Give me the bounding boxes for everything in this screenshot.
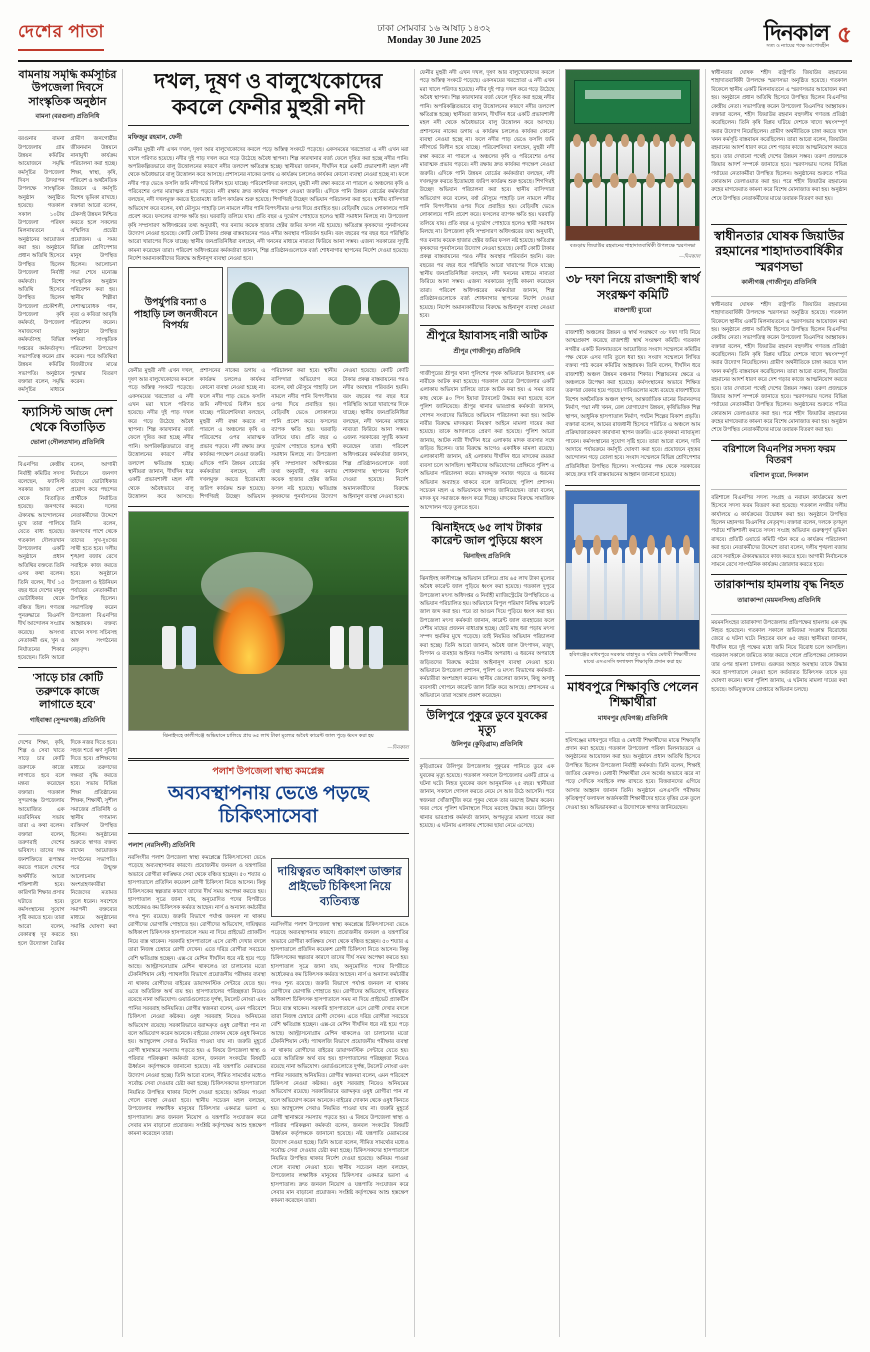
column-lead: [123, 69, 415, 1337]
column-1: [18, 69, 123, 1337]
newspaper-logo: [763, 19, 830, 49]
section-label: দেশের পাতা: [18, 19, 104, 51]
masthead: [18, 16, 852, 62]
tarakanda-headline: তারাকান্দায় হামলায় বৃদ্ধ নিহত: [714, 579, 844, 592]
river-photo: [227, 267, 408, 363]
hospital-headline: অব্যবস্থাপনায় ভেঙে পড়ছে চিকিৎসাসেবা: [167, 782, 369, 827]
lead-sidebox: উপর্যুপরি বন্যা ও পাহাড়ি ঢল জনজীবনে বিপর্যয়: [133, 298, 218, 332]
lead-headline: দখল, দূষণ ও বালুখেকোদের কবলে ফেনীর মুহুরী নদী: [154, 69, 383, 119]
rajshahi-headline: ৩৮ দফা নিয়ে রাজশাহী স্বার্থ সংরক্ষণ কমিটি: [565, 272, 700, 302]
fire-photo-credit: —দিনকাল: [387, 744, 409, 751]
madhabpur-byline: মাধবপুর (হবিগঞ্জ) প্রতিনিধি: [597, 714, 668, 722]
story1-headline: বামনায় সমৃদ্ধি কর্মসূচির উপজেলা দিবসে সাংস্কৃতিক অনুষ্ঠান: [18, 69, 117, 108]
net-headline: ঝিনাইদহে ৬৫ লাখ টাকার কারেন্ট জাল পুড়িয়ে ধ্বংস: [431, 522, 543, 548]
lead-byline: মফিজুর রহমান, ফেনী: [128, 134, 182, 142]
logo-tagline: সত্য ও ন্যায়ের পক্ষে আপোষহীন: [766, 43, 830, 49]
story3-body: দেশের শিক্ষা, কৃষি, শিল্প ও সেবা খাতে সাড়ে চার কোটি তরুণকে কাজে লাগাতে হবে বলে মন্তব্য করেছেন বক্তারা। গতকাল সুন্দরগঞ্জ উপজেলায় আয়োজিত এক মতবিনিময় সভায় তারা এ কথা বলেন। বক্তারা বলেন, তরুণরাই দেশের ভবিষ্যৎ। তাদের দক্ষ জনশক্তিতে রূপান্তর করতে পারলে দেশের অর্থনীতি আরো শক্তিশালী হবে। কারিগরি শিক্ষার প্রসার ঘটাতে হবে। কর্মসংস্থানের সুযোগ সৃষ্টি করতে হবে। তারা আরো বলেন, বেকারত্ব দূর করতে হলে উদ্যোক্তা তৈরির দিকে নজর দিতে হবে। সহজ শর্তে ঋণ সুবিধা দিতে হবে। প্রশিক্ষণের মাধ্যমে তরুণদের দক্ষতা বৃদ্ধি করতে হবে। সভায় বিভিন্ন শিক্ষা প্রতিষ্ঠানের শিক্ষক, শিক্ষার্থী, সুশীল সমাজের প্রতিনিধি ও স্থানীয় গণ্যমান্য ব্যক্তিবর্গ উপস্থিত ছিলেন। অনুষ্ঠানের শুরুতে স্বাগত বক্তব্য রাখেন আয়োজক সংগঠনের সভাপতি। পরে উন্মুক্ত আলোচনায় অংশগ্রহণকারীরা নিজেদের মতামত তুলে ধরেন। সবশেষে সমাপনী বক্তব্যের মাধ্যমে অনুষ্ঠানের সমাপ্তি ঘোষণা করা হয়।: [18, 739, 117, 947]
tarakanda-body: ময়মনসিংহের তারাকান্দা উপজেলায় প্রতিপক্ষের হামলায় এক বৃদ্ধ নিহত হয়েছেন। গতকাল সকালে জমিজমা সংক্রান্ত বিরোধের জেরে এ ঘটনা ঘটে। নিহতের বয়স ৬৫ বছর। স্থানীয়রা জানান, দীর্ঘদিন ধরে দুই পক্ষের মধ্যে জমি নিয়ে বিরোধ চলে আসছিল। গতকাল সকালে জমিতে কাজ করতে গেলে প্রতিপক্ষের লোকজন তার ওপর হামলা চালায়। গুরুতর আহত অবস্থায় তাকে উদ্ধার করে হাসপাতালে নেওয়া হলে কর্তব্যরত চিকিৎসক তাকে মৃত ঘোষণা করেন। থানা পুলিশ জানায়, এ ঘটনায় মামলা দায়ের করা হয়েছে। অভিযুক্তদের গ্রেপ্তারে অভিযান চলছে।: [711, 619, 847, 693]
logo-block: [764, 16, 852, 55]
lead-body-a: ফেনীর মুহুরী নদী এখন দখল, দূষণ আর বালুখেকোদের কবলে পড়ে অস্তিত্ব সংকটে পড়েছে। একসময়ের খরস্রোতা এ নদী এখন মরা খালে পরিণত হয়েছে। নদীর দুই পাড় দখল করে গড়ে উঠেছে অবৈধ স্থাপনা। শিল্প কারখানার বর্জ্য ফেলে দূষিত করা হচ্ছে নদীর পানি। অপরিকল্পিতভাবে বালু উত্তোলনের কারণে নদীর তলদেশ ক্ষতিগ্রস্ত হচ্ছে। স্থানীয়রা জানান, দীর্ঘদিন ধরে একটি প্রভাবশালী মহল নদী থেকে অবৈধভাবে বালু উত্তোলন করে আসছে। প্রশাসনের নাকের ডগায় এ কার্যক্রম চললেও কার্যকর কোনো ব্যবস্থা নেওয়া হচ্ছে না। ফলে নদীর পাড় ভেঙে ফসলি জমি নদীগর্ভে বিলীন হয়ে যাচ্ছে। পরিবেশবিদরা বলছেন, মুহুরী নদী রক্ষা করতে না পারলে এ অঞ্চলের কৃষি ও পরিবেশের ওপর মারাত্মক প্রভাব পড়বে। নদী রক্ষায় দ্রুত কার্যকর পদক্ষেপ নেওয়া জরুরি। এদিকে পানি উন্নয়ন বোর্ডের কর্মকর্তারা বলছেন, নদী দখলমুক্ত করতে ইতোমধ্যে জরিপ কার্যক্রম শুরু হয়েছে। শিগগিরই উচ্ছেদ অভিযান পরিচালনা করা হবে। স্থানীয় বাসিন্দারা অভিযোগ করে বলেন, বর্ষা মৌসুমে পাহাড়ি ঢল নামলে নদীর পানি বিপৎসীমার ওপর দিয়ে প্রবাহিত হয়। বেড়িবাঁধ ভেঙে লোকালয়ে পানি প্রবেশ করে। ফসলের ব্যাপক ক্ষতি হয়। ঘরবাড়ি তলিয়ে যায়। প্রতি বছর এ দুর্ভোগ পোহাতে হলেও স্থায়ী সমাধান মিলছে না। উপজেলা কৃষি সম্প্রসারণ অধিদপ্তরের তথ্য অনুযায়ী, গত বন্যায় কয়েক হাজার হেক্টর জমির ফসল নষ্ট হয়েছে। ক্ষতিগ্রস্ত কৃষকদের পুনর্বাসনের উদ্যোগ নেওয়া হয়েছে। কোটি কোটি টাকার প্রকল্প বাস্তবায়নের পরও নদীর অবস্থার পরিবর্তন হয়নি। বরং বছরের পর বছর ধরে পরিস্থিতি আরো খারাপের দিকে যাচ্ছে। স্থানীয় জনপ্রতিনিধিরা বলছেন, নদী খননের মাধ্যমে নাব্যতা ফিরিয়ে আনা সম্ভব। এজন্য সরকারের সুদৃষ্টি কামনা করেছেন তারা। পরিবেশ অধিদপ্তরের কর্মকর্তারা জানান, শিল্প প্রতিষ্ঠানগুলোকে বর্জ্য শোধনাগার স্থাপনের নির্দেশ দেওয়া হয়েছে। নির্দেশ অমান্যকারীদের বিরুদ্ধে আইনানুগ ব্যবস্থা নেওয়া হবে।: [128, 147, 409, 263]
hospital-body-a: নরসিংদীর পলাশ উপজেলা স্বাস্থ্য কমপ্লেক্সে চিকিৎসাসেবা ভেঙে পড়েছে অব্যবস্থাপনার কারণে। প্রয়োজনীয় জনবল ও যন্ত্রপাতির অভাবে রোগীরা কাঙ্ক্ষিত সেবা থেকে বঞ্চিত হচ্ছেন। ৫০ শয্যার এ হাসপাতালে প্রতিদিন কয়েকশ রোগী চিকিৎসা নিতে আসেন। কিন্তু চিকিৎসকের স্বল্পতার কারণে তাদের দীর্ঘ সময় অপেক্ষা করতে হয়। হাসপাতাল সূত্রে জানা যায়, অনুমোদিত পদের বিপরীতে অর্ধেকেরও কম চিকিৎসক কর্মরত আছেন। নার্স ও অন্যান্য কর্মচারীর পদও শূন্য রয়েছে। জরুরি বিভাগে পর্যাপ্ত জনবল না থাকায় রোগীদের ভোগান্তি পোহাতে হয়। রোগীদের অভিযোগ, দায়িত্বরত অধিকাংশ চিকিৎসক হাসপাতালে সময় না দিয়ে প্রাইভেট প্র্যাকটিস নিয়ে ব্যস্ত থাকেন। সরকারি হাসপাতালে এসে রোগী দেখার বদলে তারা নিজস্ব চেম্বারে রোগী দেখেন। এতে দরিদ্র রোগীরা সবচেয়ে বেশি ক্ষতিগ্রস্ত হচ্ছেন। এক্স-রে মেশিন দীর্ঘদিন ধরে নষ্ট হয়ে পড়ে আছে। আল্ট্রাসনোগ্রাম মেশিন থাকলেও তা চালানোর মতো টেকনিশিয়ান নেই। প্যাথলজি বিভাগে প্রয়োজনীয় পরীক্ষার ব্যবস্থা না থাকায় রোগীদের বাইরের ডায়াগনস্টিক সেন্টারে যেতে হয়। এতে অতিরিক্ত অর্থ ব্যয় হয়। হাসপাতালের পরিচ্ছন্নতা নিয়েও রয়েছে নানা অভিযোগ। ওয়ার্ডগুলোতে দুর্গন্ধ, টয়লেট নোংরা এবং পানির সরবরাহ অনিয়মিত। রোগীর স্বজনরা বলেন, এমন পরিবেশে চিকিৎসা নেওয়া কষ্টকর। ওষুধ সরবরাহ নিয়েও অনিয়মের অভিযোগ রয়েছে। সরকারিভাবে বরাদ্দকৃত ওষুধ রোগীরা পান না বলে অভিযোগ করেন অনেকে। বাইরের দোকান থেকে ওষুধ কিনতে হয়। অ্যাম্বুলেন্স সেবাও নিয়মিত পাওয়া যায় না। জরুরি মুহূর্তে রোগী স্থানান্তরে সমস্যায় পড়তে হয়। এ বিষয়ে উপজেলা স্বাস্থ্য ও পরিবার পরিকল্পনা কর্মকর্তা বলেন, জনবল সংকটের বিষয়টি ঊর্ধ্বতন কর্তৃপক্ষকে জানানো হয়েছে। নষ্ট যন্ত্রপাতি মেরামতের উদ্যোগ নেওয়া হচ্ছে। তিনি আরো বলেন, সীমিত সামর্থ্যের মধ্যেও সর্বোচ্চ সেবা দেওয়ার চেষ্টা করা হচ্ছে। চিকিৎসকদের হাসপাতালে নিয়মিত উপস্থিত থাকার নির্দেশ দেওয়া হয়েছে। অনিয়ম পাওয়া গেলে ব্যবস্থা নেওয়া হবে। স্থানীয় সচেতন মহল বলছেন, উপজেলার লক্ষাধিক মানুষের চিকিৎসার একমাত্র ভরসা এ হাসপাতাল। দ্রুত জনবল নিয়োগ ও যন্ত্রপাতি সংযোজন করে সেবার মান বাড়ানো প্রয়োজন। সংশ্লিষ্ট কর্তৃপক্ষের আশু হস্তক্ষেপ কামনা করেছেন তারা।: [128, 855, 266, 1138]
hospital-pullquote: দায়িত্বরত অধিকাংশ ডাক্তার প্রাইভেট চিকিৎসা নিয়ে ব্যতিব্যস্ত: [271, 858, 409, 917]
zia-byline: কালীগঞ্জ (গাজীপুর) প্রতিনিধি: [741, 278, 817, 286]
net-byline: ঝিনাইদহ প্রতিনিধি: [463, 552, 511, 560]
madhabpur-body: হবিগঞ্জের মাধবপুরে দরিদ্র ও মেধাবী শিক্ষার্থীদের মাঝে শিক্ষাবৃত্তি প্রদান করা হয়েছে। গতকাল উপজেলা পরিষদ মিলনায়তনে এ অনুষ্ঠানের আয়োজন করা হয়। অনুষ্ঠানে প্রধান অতিথি হিসেবে উপস্থিত ছিলেন উপজেলা নির্বাহী কর্মকর্তা। তিনি বলেন, শিক্ষাই জাতির মেরুদণ্ড। মেধাবী শিক্ষার্থীরা যেন অর্থের অভাবে ঝরে না পড়ে সেদিকে সবাইকে লক্ষ রাখতে হবে। বিত্তবানদের এগিয়ে আসার আহ্বান জানান তিনি। অনুষ্ঠানে এসএসসি পরীক্ষায় কৃতিত্বপূর্ণ ফলাফল অর্জনকারী শিক্ষার্থীদের হাতে বৃত্তির চেক তুলে দেওয়া হয়। অভিভাবকরা এ উদ্যোগকে স্বাগত জানিয়েছেন।: [565, 737, 701, 811]
english-date: Monday 30 June 2025: [387, 35, 481, 47]
lead-body-b: ফেনীর মুহুরী নদী এখন দখল, দূষণ আর বালুখেকোদের কবলে পড়ে অস্তিত্ব সংকটে পড়েছে। একসময়ের খরস্রোতা এ নদী এখন মরা খালে পরিণত হয়েছে। নদীর দুই পাড় দখল করে গড়ে উঠেছে অবৈধ স্থাপনা। শিল্প কারখানার বর্জ্য ফেলে দূষিত করা হচ্ছে নদীর পানি। অপরিকল্পিতভাবে বালু উত্তোলনের কারণে নদীর তলদেশ ক্ষতিগ্রস্ত হচ্ছে। স্থানীয়রা জানান, দীর্ঘদিন ধরে একটি প্রভাবশালী মহল নদী থেকে অবৈধভাবে বালু উত্তোলন করে আসছে। প্রশাসনের নাকের ডগায় এ কার্যক্রম চললেও কার্যকর কোনো ব্যবস্থা নেওয়া হচ্ছে না। ফলে নদীর পাড় ভেঙে ফসলি জমি নদীগর্ভে বিলীন হয়ে যাচ্ছে। পরিবেশবিদরা বলছেন, মুহুরী নদী রক্ষা করতে না পারলে এ অঞ্চলের কৃষি ও পরিবেশের ওপর মারাত্মক প্রভাব পড়বে। নদী রক্ষায় দ্রুত কার্যকর পদক্ষেপ নেওয়া জরুরি। এদিকে পানি উন্নয়ন বোর্ডের কর্মকর্তারা বলছেন, নদী দখলমুক্ত করতে ইতোমধ্যে জরিপ কার্যক্রম শুরু হয়েছে। শিগগিরই উচ্ছেদ অভিযান পরিচালনা করা হবে। স্থানীয় বাসিন্দারা অভিযোগ করে বলেন, বর্ষা মৌসুমে পাহাড়ি ঢল নামলে নদীর পানি বিপৎসীমার ওপর দিয়ে প্রবাহিত হয়। বেড়িবাঁধ ভেঙে লোকালয়ে পানি প্রবেশ করে। ফসলের ব্যাপক ক্ষতি হয়। ঘরবাড়ি তলিয়ে যায়। প্রতি বছর এ দুর্ভোগ পোহাতে হলেও স্থায়ী সমাধান মিলছে না। উপজেলা কৃষি সম্প্রসারণ অধিদপ্তরের তথ্য অনুযায়ী, গত বন্যায় কয়েক হাজার হেক্টর জমির ফসল নষ্ট হয়েছে। ক্ষতিগ্রস্ত কৃষকদের পুনর্বাসনের উদ্যোগ নেওয়া হয়েছে। কোটি কোটি টাকার প্রকল্প বাস্তবায়নের পরও নদীর অবস্থার পরিবর্তন হয়নি। বরং বছরের পর বছর ধরে পরিস্থিতি আরো খারাপের দিকে যাচ্ছে। স্থানীয় জনপ্রতিনিধিরা বলছেন, নদী খননের মাধ্যমে নাব্যতা ফিরিয়ে আনা সম্ভব। এজন্য সরকারের সুদৃষ্টি কামনা করেছেন তারা। পরিবেশ অধিদপ্তরের কর্মকর্তারা জানান, শিল্প প্রতিষ্ঠানগুলোকে বর্জ্য শোধনাগার স্থাপনের নির্দেশ দেওয়া হয়েছে। নির্দেশ অমান্যকারীদের বিরুদ্ধে আইনানুগ ব্যবস্থা নেওয়া হবে।: [128, 368, 409, 501]
stage-photo: [565, 69, 700, 241]
net-burning-photo: [128, 511, 409, 731]
story3-headline: 'সাড়ে চার কোটি তরুণকে কাজে লাগাতে হবে': [32, 672, 103, 712]
award-photo: [565, 490, 700, 650]
story2-headline: ফ্যাসিস্ট আজ দেশ থেকে বিতাড়িত: [22, 404, 113, 435]
madhabpur-headline: মাধবপুরে শিক্ষাবৃত্তি পেলেন শিক্ষার্থীরা: [567, 680, 699, 710]
sreepur-headline: শ্রীপুরে ইয়াবাসহ নারী আটক: [426, 330, 548, 343]
barisal-byline: বরিশাল ব্যুরো, দিনকাল: [749, 471, 809, 479]
rajshahi-body: রাজশাহী অঞ্চলের উন্নয়ন ও স্বার্থ সংরক্ষণে ৩৮ দফা দাবি নিয়ে আত্মপ্রকাশ করেছে রাজশাহী স্বার্থ সংরক্ষণ কমিটি। গতকাল নগরীর একটি মিলনায়তনে আয়োজিত সংবাদ সম্মেলনে কমিটির পক্ষ থেকে এসব দাবি তুলে ধরা হয়। সংবাদ সম্মেলনে লিখিত বক্তব্য পাঠ করেন কমিটির আহ্বায়ক। তিনি বলেন, দীর্ঘদিন ধরে রাজশাহী অঞ্চল উন্নয়ন বঞ্চনার শিকার। শিল্পায়নের ক্ষেত্রে এ অঞ্চলকে উপেক্ষা করা হয়েছে। কর্মসংস্থানের অভাবে শিক্ষিত তরুণরা বেকার হয়ে পড়ছে। দাবিগুলোর মধ্যে রয়েছে রাজশাহীতে বিশেষ অর্থনৈতিক অঞ্চল স্থাপন, আন্তর্জাতিক মানের বিমানবন্দর নির্মাণ, পদ্মা নদী খনন, রেল যোগাযোগ উন্নয়ন, কৃষিভিত্তিক শিল্প স্থাপন, আধুনিক হাসপাতাল নির্মাণ, পর্যটন শিল্পের বিকাশ প্রভৃতি। বক্তারা বলেন, আমের রাজধানী হিসেবে পরিচিত এ অঞ্চলে আম প্রক্রিয়াজাতকরণ কারখানা স্থাপন জরুরি। এতে কৃষকরা ন্যায্যমূল্য পাবেন। কর্মসংস্থানের সুযোগ সৃষ্টি হবে। তারা আরো বলেন, দাবি আদায়ে পর্যায়ক্রমে কর্মসূচি ঘোষণা করা হবে। প্রয়োজনে বৃহত্তর আন্দোলন গড়ে তোলা হবে। সংবাদ সম্মেলনে বিভিন্ন শ্রেণিপেশার প্রতিনিধিরা উপস্থিত ছিলেন। সংগঠনের পক্ষ থেকে সরকারের কাছে দ্রুত দাবি বাস্তবায়নের আহ্বান জানানো হয়েছে।: [565, 329, 701, 479]
column-4: [415, 69, 561, 1337]
logo-text: দিনকাল: [763, 19, 830, 45]
hospital-byline: পলাশ (নরসিংদী) প্রতিনিধি: [128, 842, 196, 850]
stage-photo-caption: বগুড়ায় জিয়াউর রহমানের শাহাদাতবার্ষিকী উপলক্ষে স্মরণসভা: [569, 243, 696, 249]
award-photo-caption: হবিগঞ্জের মাধবপুরে সরকার বাহাদুর ও দরিদ্র মেধাবী শিক্ষার্থীদের মাঝে এসএসসি ফলাফল শিক্ষাবৃত্তি প্রদান করা হয়: [569, 651, 697, 665]
page-number: ৫: [837, 21, 852, 47]
story2-byline: ভোলা (দৌলতখান) প্রতিনিধি: [30, 439, 105, 447]
barisal-headline: বরিশালে বিএনপির সদস্য ফরম বিতরণ: [722, 444, 836, 467]
sreepur-byline: শ্রীপুর (গাজীপুর) প্রতিনিধি: [453, 347, 521, 355]
barisal-body: বরিশালে বিএনপির সদস্য সংগ্রহ ও নবায়ন কার্যক্রমের অংশ হিসেবে সদস্য ফরম বিতরণ করা হয়েছে। গতকাল নগরীর দলীয় কার্যালয়ে এ কার্যক্রমের উদ্বোধন করা হয়। অনুষ্ঠানে উপস্থিত ছিলেন মহানগর বিএনপির নেতৃবৃন্দ। বক্তারা বলেন, দলকে তৃণমূল পর্যায়ে শক্তিশালী করতে সদস্য সংগ্রহ অভিযান গুরুত্বপূর্ণ ভূমিকা রাখবে। প্রতিটি ওয়ার্ডে কমিটি গঠন করে এ কার্যক্রম পরিচালনা করা হবে। নেতাকর্মীদের উদ্দেশে তারা বলেন, দলীয় শৃঙ্খলা বজায় রেখে সবাইকে ঐক্যবদ্ধভাবে কাজ করতে হবে। আগামী নির্বাচনকে সামনে রেখে সাংগঠনিক কার্যক্রম জোরদার করতে হবে।: [711, 494, 847, 568]
lead-jump-text: ফেনীর মুহুরী নদী এখন দখল, দূষণ আর বালুখেকোদের কবলে পড়ে অস্তিত্ব সংকটে পড়েছে। একসময়ের খরস্রোতা এ নদী এখন মরা খালে পরিণত হয়েছে। নদীর দুই পাড় দখল করে গড়ে উঠেছে অবৈধ স্থাপনা। শিল্প কারখানার বর্জ্য ফেলে দূষিত করা হচ্ছে নদীর পানি। অপরিকল্পিতভাবে বালু উত্তোলনের কারণে নদীর তলদেশ ক্ষতিগ্রস্ত হচ্ছে। স্থানীয়রা জানান, দীর্ঘদিন ধরে একটি প্রভাবশালী মহল নদী থেকে অবৈধভাবে বালু উত্তোলন করে আসছে। প্রশাসনের নাকের ডগায় এ কার্যক্রম চললেও কার্যকর কোনো ব্যবস্থা নেওয়া হচ্ছে না। ফলে নদীর পাড় ভেঙে ফসলি জমি নদীগর্ভে বিলীন হয়ে যাচ্ছে। পরিবেশবিদরা বলছেন, মুহুরী নদী রক্ষা করতে না পারলে এ অঞ্চলের কৃষি ও পরিবেশের ওপর মারাত্মক প্রভাব পড়বে। নদী রক্ষায় দ্রুত কার্যকর পদক্ষেপ নেওয়া জরুরি। এদিকে পানি উন্নয়ন বোর্ডের কর্মকর্তারা বলছেন, নদী দখলমুক্ত করতে ইতোমধ্যে জরিপ কার্যক্রম শুরু হয়েছে। শিগগিরই উচ্ছেদ অভিযান পরিচালনা করা হবে। স্থানীয় বাসিন্দারা অভিযোগ করে বলেন, বর্ষা মৌসুমে পাহাড়ি ঢল নামলে নদীর পানি বিপৎসীমার ওপর দিয়ে প্রবাহিত হয়। বেড়িবাঁধ ভেঙে লোকালয়ে পানি প্রবেশ করে। ফসলের ব্যাপক ক্ষতি হয়। ঘরবাড়ি তলিয়ে যায়। প্রতি বছর এ দুর্ভোগ পোহাতে হলেও স্থায়ী সমাধান মিলছে না। উপজেলা কৃষি সম্প্রসারণ অধিদপ্তরের তথ্য অনুযায়ী, গত বন্যায় কয়েক হাজার হেক্টর জমির ফসল নষ্ট হয়েছে। ক্ষতিগ্রস্ত কৃষকদের পুনর্বাসনের উদ্যোগ নেওয়া হয়েছে। কোটি কোটি টাকার প্রকল্প বাস্তবায়নের পরও নদীর অবস্থার পরিবর্তন হয়নি। বরং বছরের পর বছর ধরে পরিস্থিতি আরো খারাপের দিকে যাচ্ছে। স্থানীয় জনপ্রতিনিধিরা বলছেন, নদী খননের মাধ্যমে নাব্যতা ফিরিয়ে আনা সম্ভব। এজন্য সরকারের সুদৃষ্টি কামনা করেছেন তারা। পরিবেশ অধিদপ্তরের কর্মকর্তারা জানান, শিল্প প্রতিষ্ঠানগুলোকে বর্জ্য শোধনাগার স্থাপনের নির্দেশ দেওয়া হয়েছে। নির্দেশ অমান্যকারীদের বিরুদ্ধে আইনানুগ ব্যবস্থা নেওয়া হবে।: [419, 70, 555, 319]
zia-body: স্বাধীনতার ঘোষক শহীদ রাষ্ট্রপতি জিয়াউর রহমানের শাহাদাতবার্ষিকী উপলক্ষে স্মরণসভা অনুষ্ঠিত হয়েছে। গতকাল বিকেলে স্থানীয় একটি মিলনায়তনে এ স্মরণসভার আয়োজন করা হয়। অনুষ্ঠানে প্রধান অতিথি হিসেবে উপস্থিত ছিলেন বিএনপির কেন্দ্রীয় নেতা। সভাপতিত্ব করেন উপজেলা বিএনপির আহ্বায়ক। বক্তারা বলেন, শহীদ জিয়াউর রহমান বহুদলীয় গণতন্ত্র প্রতিষ্ঠা করেছিলেন। তিনি কৃষি বিপ্লব ঘটিয়ে দেশকে খাদ্যে স্বয়ংসম্পূর্ণ করার উদ্যোগ নিয়েছিলেন। গ্রামীণ অর্থনীতিকে চাঙ্গা করতে খাল খনন কর্মসূচি বাস্তবায়ন করেছিলেন। তারা আরো বলেন, জিয়াউর রহমানের আদর্শ ধারণ করে দেশ গড়ার কাজে আত্মনিয়োগ করতে হবে। তার দেখানো পথেই দেশের উন্নয়ন সম্ভব। তরুণ প্রজন্মকে জিয়ার আদর্শ সম্পর্কে জানাতে হবে। স্মরণসভায় দলের বিভিন্ন পর্যায়ের নেতাকর্মীরা উপস্থিত ছিলেন। অনুষ্ঠানের শুরুতে পবিত্র কোরআন তেলাওয়াত করা হয়। পরে শহীদ জিয়াউর রহমানের রুহের মাগফেরাত কামনা করে বিশেষ মোনাজাত করা হয়। অনুষ্ঠান শেষে উপস্থিত নেতাকর্মীদের মাঝে তবারক বিতরণ করা হয়।: [711, 301, 847, 434]
story1-body: বরগুনার বামনা উপজেলায় গ্রাম উন্নয়ন কমিটির আয়োজনে সমৃদ্ধি কর্মসূচির উপজেলা দিবস উদযাপন উপলক্ষে সাংস্কৃতিক অনুষ্ঠান অনুষ্ঠিত হয়েছে। গতকাল সকাল ১০টায় উপজেলা পরিষদ মিলনায়তনে এ অনুষ্ঠানের আয়োজন করা হয়। অনুষ্ঠানে প্রধান অতিথি হিসেবে উপস্থিত ছিলেন উপজেলা নির্বাহী কর্মকর্তা। বিশেষ অতিথি হিসেবে উপস্থিত ছিলেন উপজেলা প্রকৌশলী, উপজেলা কৃষি কর্মকর্তা, উপজেলা সমাজসেবা কর্মকর্তাসহ বিভিন্ন দপ্তরের কর্মকর্তাবৃন্দ। সভাপতিত্ব করেন গ্রাম উন্নয়ন কমিটির সভাপতি। অনুষ্ঠানে বক্তারা বলেন, সমৃদ্ধি কর্মসূচির মাধ্যমে গ্রামীণ জনগোষ্ঠীর জীবনমান উন্নয়নে নানামুখী কার্যক্রম পরিচালনা করা হচ্ছে। শিক্ষা, স্বাস্থ্য, কৃষি, পরিবেশ ও অর্থনৈতিক উন্নয়নে এ কর্মসূচি বিশেষ ভূমিকা রাখছে। বক্তারা আরো বলেন, টেকসই উন্নয়ন নিশ্চিত করতে হলে সকলের সম্মিলিত প্রচেষ্টা প্রয়োজন। এ সময় বিভিন্ন শ্রেণিপেশার মানুষ উপস্থিত ছিলেন। আলোচনা সভা শেষে মনোজ্ঞ সাংস্কৃতিক অনুষ্ঠান পরিবেশন করা হয়। স্থানীয় শিল্পীরা দেশাত্মবোধক গান, নৃত্য ও কবিতা আবৃত্তি পরিবেশন করেন। অনুষ্ঠানে উপস্থিত দর্শকরা সাংস্কৃতিক পরিবেশনা উপভোগ করেন। পরে অতিথিরা বিজয়ীদের মাঝে পুরস্কার বিতরণ করেন।: [18, 136, 117, 394]
date-block: [377, 22, 490, 48]
ulipur-body: কুড়িগ্রামের উলিপুর উপজেলায় পুকুরের পানিতে ডুবে এক যুবকের মৃত্যু হয়েছে। গতকাল সকালে উপজেলার একটি গ্রামে এ ঘটনা ঘটে। নিহত যুবকের বয়স আনুমানিক ২৫ বছর। স্থানীয়রা জানান, সকালে গোসল করতে নেমে সে আর উঠে আসেনি। পরে স্বজনরা খোঁজাখুঁজি করে পুকুর থেকে তার মরদেহ উদ্ধার করেন। খবর পেয়ে পুলিশ ঘটনাস্থলে গিয়ে মরদেহ উদ্ধার করে। উলিপুর থানার ভারপ্রাপ্ত কর্মকর্তা জানান, অপমৃত্যুর মামলা দায়ের করা হয়েছে। এ ঘটনায় এলাকায় শোকের ছায়া নেমে এসেছে।: [419, 764, 555, 829]
bangla-date: ঢাকা সোমবার ১৬ আষাঢ় ১৪৩২: [377, 23, 491, 34]
rajshahi-byline: রাজশাহী ব্যুরো: [614, 306, 652, 314]
column-5: [560, 69, 706, 1337]
page-grid: [18, 69, 852, 1337]
story3-byline: গাইবান্ধা (সুন্দরগঞ্জ) প্রতিনিধি: [29, 716, 106, 724]
story1-byline: বামনা (বরগুনা) প্রতিনিধি: [35, 113, 100, 121]
ulipur-byline: উলিপুর (কুড়িগ্রাম) প্রতিনিধি: [451, 741, 523, 749]
hospital-body-b: নরসিংদীর পলাশ উপজেলা স্বাস্থ্য কমপ্লেক্সে চিকিৎসাসেবা ভেঙে পড়েছে অব্যবস্থাপনার কারণে। প্রয়োজনীয় জনবল ও যন্ত্রপাতির অভাবে রোগীরা কাঙ্ক্ষিত সেবা থেকে বঞ্চিত হচ্ছেন। ৫০ শয্যার এ হাসপাতালে প্রতিদিন কয়েকশ রোগী চিকিৎসা নিতে আসেন। কিন্তু চিকিৎসকের স্বল্পতার কারণে তাদের দীর্ঘ সময় অপেক্ষা করতে হয়। হাসপাতাল সূত্রে জানা যায়, অনুমোদিত পদের বিপরীতে অর্ধেকেরও কম চিকিৎসক কর্মরত আছেন। নার্স ও অন্যান্য কর্মচারীর পদও শূন্য রয়েছে। জরুরি বিভাগে পর্যাপ্ত জনবল না থাকায় রোগীদের ভোগান্তি পোহাতে হয়। রোগীদের অভিযোগ, দায়িত্বরত অধিকাংশ চিকিৎসক হাসপাতালে সময় না দিয়ে প্রাইভেট প্র্যাকটিস নিয়ে ব্যস্ত থাকেন। সরকারি হাসপাতালে এসে রোগী দেখার বদলে তারা নিজস্ব চেম্বারে রোগী দেখেন। এতে দরিদ্র রোগীরা সবচেয়ে বেশি ক্ষতিগ্রস্ত হচ্ছেন। এক্স-রে মেশিন দীর্ঘদিন ধরে নষ্ট হয়ে পড়ে আছে। আল্ট্রাসনোগ্রাম মেশিন থাকলেও তা চালানোর মতো টেকনিশিয়ান নেই। প্যাথলজি বিভাগে প্রয়োজনীয় পরীক্ষার ব্যবস্থা না থাকায় রোগীদের বাইরের ডায়াগনস্টিক সেন্টারে যেতে হয়। এতে অতিরিক্ত অর্থ ব্যয় হয়। হাসপাতালের পরিচ্ছন্নতা নিয়েও রয়েছে নানা অভিযোগ। ওয়ার্ডগুলোতে দুর্গন্ধ, টয়লেট নোংরা এবং পানির সরবরাহ অনিয়মিত। রোগীর স্বজনরা বলেন, এমন পরিবেশে চিকিৎসা নেওয়া কষ্টকর। ওষুধ সরবরাহ নিয়েও অনিয়মের অভিযোগ রয়েছে। সরকারিভাবে বরাদ্দকৃত ওষুধ রোগীরা পান না বলে অভিযোগ করেন অনেকে। বাইরের দোকান থেকে ওষুধ কিনতে হয়। অ্যাম্বুলেন্স সেবাও নিয়মিত পাওয়া যায় না। জরুরি মুহূর্তে রোগী স্থানান্তরে সমস্যায় পড়তে হয়। এ বিষয়ে উপজেলা স্বাস্থ্য ও পরিবার পরিকল্পনা কর্মকর্তা বলেন, জনবল সংকটের বিষয়টি ঊর্ধ্বতন কর্তৃপক্ষকে জানানো হয়েছে। নষ্ট যন্ত্রপাতি মেরামতের উদ্যোগ নেওয়া হচ্ছে। তিনি আরো বলেন, সীমিত সামর্থ্যের মধ্যেও সর্বোচ্চ সেবা দেওয়ার চেষ্টা করা হচ্ছে। চিকিৎসকদের হাসপাতালে নিয়মিত উপস্থিত থাকার নির্দেশ দেওয়া হয়েছে। অনিয়ম পাওয়া গেলে ব্যবস্থা নেওয়া হবে। স্থানীয় সচেতন মহল বলছেন, উপজেলার লক্ষাধিক মানুষের চিকিৎসার একমাত্র ভরসা এ হাসপাতাল। দ্রুত জনবল নিয়োগ ও যন্ত্রপাতি সংযোজন করে সেবার মান বাড়ানো প্রয়োজন। সংশ্লিষ্ট কর্তৃপক্ষের আশু হস্তক্ষেপ কামনা করেছেন তারা।: [270, 921, 409, 1205]
ulipur-headline: উলিপুরে পুকুরে ডুবে যুবকের মৃত্যু: [426, 710, 548, 736]
column-6: [706, 69, 852, 1337]
sreepur-body: গাজীপুরের শ্রীপুর থানা পুলিশের পৃথক অভিযানে ইয়াবাসহ এক নারীকে আটক করা হয়েছে। গতকাল ভোরে উপজেলার একটি এলাকায় অভিযান চালিয়ে তাকে আটক করা হয়। এ সময় তার কাছ থেকে ৪০ পিস ইয়াবা ট্যাবলেট উদ্ধার করা হয়েছে বলে পুলিশ জানিয়েছে। শ্রীপুর থানার ভারপ্রাপ্ত কর্মকর্তা জানান, গোপন সংবাদের ভিত্তিতে অভিযান পরিচালনা করা হয়। আটক নারীর বিরুদ্ধে মাদকদ্রব্য নিয়ন্ত্রণ আইনে মামলা দায়ের করা হয়েছে। তাকে আদালতে প্রেরণ করা হয়েছে। পুলিশ আরো জানায়, আটক নারী দীর্ঘদিন ধরে এলাকায় মাদক ব্যবসার সঙ্গে জড়িত ছিলেন। তার বিরুদ্ধে আগেও একাধিক মামলা রয়েছে। এলাকাবাসী জানান, ওই এলাকায় দীর্ঘদিন ধরে মাদকের রমরমা ব্যবসা চলে আসছিল। স্থানীয়দের অভিযোগের প্রেক্ষিতে পুলিশ এ অভিযান পরিচালনা করে। মাদকমুক্ত সমাজ গড়তে এ ধরনের অভিযান অব্যাহত থাকবে বলে জানিয়েছে পুলিশ প্রশাসন। সচেতন মহল এ অভিযানকে স্বাগত জানিয়েছেন। তারা বলেন, মাদক যুব সমাজকে ধ্বংস করে দিচ্ছে। মাদকের বিরুদ্ধে সামাজিক আন্দোলন গড়ে তুলতে হবে।: [419, 370, 555, 511]
net-body: ঝিনাইদহ কালীগঞ্জে অভিযান চালিয়ে প্রায় ৬৫ লাখ টাকা মূল্যের অবৈধ কারেন্ট জাল পুড়িয়ে ধ্বংস করা হয়েছে। গতকাল দুপুরে উপজেলা মৎস্য অধিদপ্তর ও নির্বাহী ম্যাজিস্ট্রেটের উপস্থিতিতে এ অভিযান পরিচালিত হয়। অভিযানে বিপুল পরিমাণ নিষিদ্ধ কারেন্ট জাল জব্দ করা হয়। পরে তা আগুন দিয়ে পুড়িয়ে ধ্বংস করা হয়। উপজেলা মৎস্য কর্মকর্তা জানান, কারেন্ট জাল ব্যবহারের ফলে দেশীয় মাছের প্রজনন বাধাগ্রস্ত হচ্ছে। ছোট মাছ ধরা পড়ায় মৎস্য সম্পদ হুমকির মুখে পড়েছে। তাই নিয়মিত অভিযান পরিচালনা করা হচ্ছে। তিনি আরো জানান, অবৈধ জাল উৎপাদন, মজুদ, বিপণন ও ব্যবহার আইনত দণ্ডনীয় অপরাধ। এ ধরনের অপরাধে জড়িতদের বিরুদ্ধে কঠোর আইনানুগ ব্যবস্থা নেওয়া হবে। অভিযানে উপজেলা প্রশাসন, পুলিশ ও মৎস্য বিভাগের কর্মকর্তা-কর্মচারীরা অংশগ্রহণ করেন। স্থানীয় জেলেরা জানান, কিছু অসাধু ব্যবসায়ী গোপনে কারেন্ট জাল বিক্রি করে আসছে। প্রশাসনের এ অভিযানে তারা সন্তোষ প্রকাশ করেছেন।: [419, 575, 555, 700]
zia-headline: স্বাধীনতার ঘোষক জিয়াউর রহমানের শাহাদাতবার্ষিকীর স্মরণসভা: [714, 229, 844, 274]
hospital-kicker: পলাশ উপজেলা স্বাস্থ্য কমপ্লেক্স: [212, 766, 325, 777]
stage-jump-text: স্বাধীনতার ঘোষক শহীদ রাষ্ট্রপতি জিয়াউর রহমানের শাহাদাতবার্ষিকী উপলক্ষে স্মরণসভা অনুষ্ঠিত হয়েছে। গতকাল বিকেলে স্থানীয় একটি মিলনায়তনে এ স্মরণসভার আয়োজন করা হয়। অনুষ্ঠানে প্রধান অতিথি হিসেবে উপস্থিত ছিলেন বিএনপির কেন্দ্রীয় নেতা। সভাপতিত্ব করেন উপজেলা বিএনপির আহ্বায়ক। বক্তারা বলেন, শহীদ জিয়াউর রহমান বহুদলীয় গণতন্ত্র প্রতিষ্ঠা করেছিলেন। তিনি কৃষি বিপ্লব ঘটিয়ে দেশকে খাদ্যে স্বয়ংসম্পূর্ণ করার উদ্যোগ নিয়েছিলেন। গ্রামীণ অর্থনীতিকে চাঙ্গা করতে খাল খনন কর্মসূচি বাস্তবায়ন করেছিলেন। তারা আরো বলেন, জিয়াউর রহমানের আদর্শ ধারণ করে দেশ গড়ার কাজে আত্মনিয়োগ করতে হবে। তার দেখানো পথেই দেশের উন্নয়ন সম্ভব। তরুণ প্রজন্মকে জিয়ার আদর্শ সম্পর্কে জানাতে হবে। স্মরণসভায় দলের বিভিন্ন পর্যায়ের নেতাকর্মীরা উপস্থিত ছিলেন। অনুষ্ঠানের শুরুতে পবিত্র কোরআন তেলাওয়াত করা হয়। পরে শহীদ জিয়াউর রহমানের রুহের মাগফেরাত কামনা করে বিশেষ মোনাজাত করা হয়। অনুষ্ঠান শেষে উপস্থিত নেতাকর্মীদের মাঝে তবারক বিতরণ করা হয়।: [711, 70, 847, 202]
story2-body: বিএনপির কেন্দ্রীয় নির্বাহী কমিটির সদস্য বলেছেন, ফ্যাসিস্ট সরকার আজ দেশ থেকে বিতাড়িত হয়েছে। জনগণের ঐক্যবদ্ধ আন্দোলনের মুখে তারা পালিয়ে যেতে বাধ্য হয়েছে। গতকাল দৌলতখান উপজেলার একটি অনুষ্ঠানে প্রধান অতিথির বক্তব্যে তিনি এসব কথা বলেন। তিনি বলেন, দীর্ঘ ১৫ বছর ধরে দেশের মানুষ ভোটাধিকার থেকে বঞ্চিত ছিল। গণতন্ত্র পুনরুদ্ধারে বিএনপি দীর্ঘ আন্দোলন সংগ্রাম করেছে। অসংখ্য নেতাকর্মী গুম, খুন ও নির্যাতনের শিকার হয়েছেন। তিনি আরো বলেন, আগামী নির্বাচনে জনগণ তাদের ভোটাধিকার প্রয়োগ করে পছন্দের প্রার্থীকে নির্বাচিত করবে। দলের নেতাকর্মীদের উদ্দেশে তিনি বলেন, জনগণের পাশে থেকে তাদের সুখ-দুঃখের সাথী হতে হবে। দলীয় শৃঙ্খলা বজায় রেখে সবাইকে কাজ করতে হবে। অনুষ্ঠানে উপজেলা ও ইউনিয়ন পর্যায়ের নেতাকর্মীরা উপস্থিত ছিলেন। সভাপতিত্ব করেন উপজেলা বিএনপির আহ্বায়ক। বক্তব্য রাখেন সদস্য সচিবসহ অঙ্গ সংগঠনের নেতৃবৃন্দ।: [18, 462, 117, 661]
stage-photo-credit: —দিনকাল: [679, 254, 701, 261]
tarakanda-byline: তারাকান্দা (ময়মনসিংহ) প্রতিনিধি: [737, 596, 821, 604]
fire-photo-caption: ঝিনাইদহে কালীগঞ্জে অভিযানে চালিয়ে প্রায় ৬৫ লাখ টাকা মূল্যের অবৈধ কারেন্ট জাল পুড়ে ধ্বংস করা হয়: [162, 733, 374, 740]
